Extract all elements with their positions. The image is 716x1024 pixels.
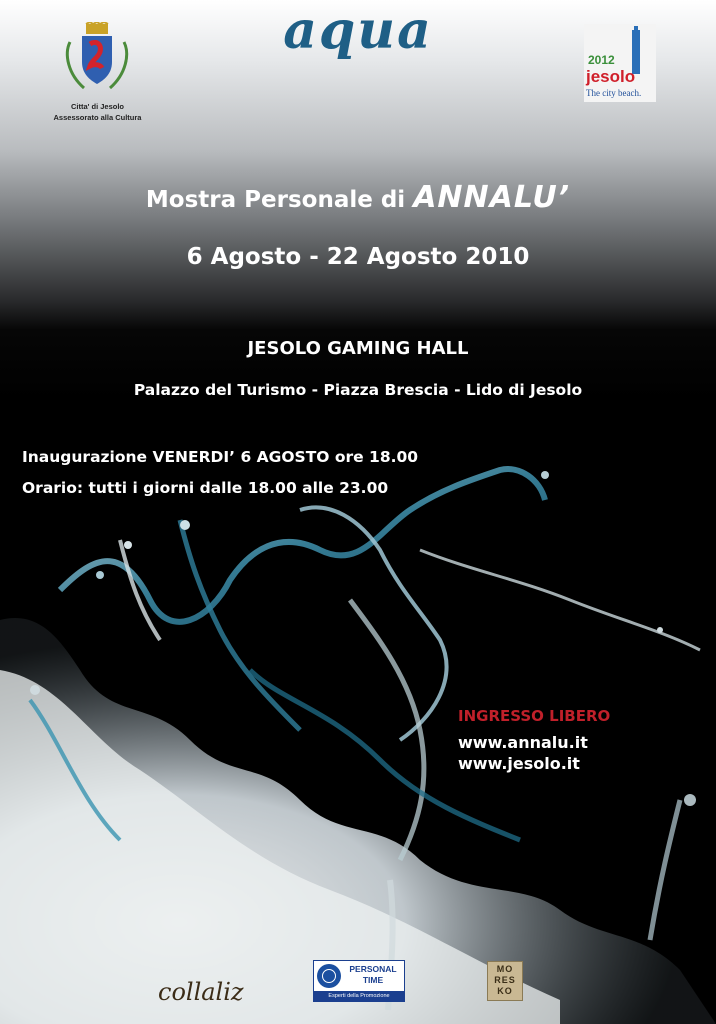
water-splash-image	[0, 440, 716, 1024]
moresko-line-3: KO	[497, 986, 513, 996]
exhibition-dates: 6 Agosto - 22 Agosto 2010	[186, 244, 530, 270]
personal-time-name	[344, 964, 402, 986]
subtitle-prefix: Mostra Personale di	[145, 187, 414, 213]
artist-name: ANNALU’	[413, 180, 571, 215]
personal-time-tagline: Esperti della Promozione	[314, 991, 404, 1001]
free-admission-label: INGRESSO LIBERO	[458, 707, 611, 725]
venue-address: Palazzo del Turismo - Piazza Brescia - Lido di Jesolo	[133, 381, 583, 399]
exhibition-subtitle	[0, 180, 716, 215]
globe-icon	[317, 964, 341, 988]
personal-time-line-1: PERSONAL	[349, 964, 397, 974]
venue-name: JESOLO GAMING HALL	[247, 338, 469, 359]
crest-line-2: Assessorato alla Cultura	[53, 113, 142, 122]
jesolo-city-beach-logo	[584, 24, 656, 102]
inauguration-info: Inaugurazione VENERDI’ 6 AGOSTO ore 18.00	[22, 448, 419, 466]
moresko-line-2: RES	[494, 975, 516, 985]
logo-year: 2012	[588, 53, 615, 67]
personal-time-line-2: TIME	[362, 975, 384, 985]
jesolo-crest-logo	[62, 22, 132, 96]
personal-time-logo	[313, 960, 405, 1002]
collaliz-logo: collaliz	[158, 978, 244, 1006]
website-link-jesolo[interactable]: www.jesolo.it	[458, 754, 580, 773]
logo-name: jesolo	[586, 67, 636, 86]
crest-line-1: Citta' di Jesolo	[70, 102, 125, 111]
crest-caption	[40, 101, 155, 123]
opening-hours: Orario: tutti i giorni dalle 18.00 alle 23.00	[22, 479, 389, 497]
logo-tagline: The city beach.	[586, 88, 642, 98]
exhibition-title: aqua	[283, 0, 433, 61]
website-link-annalu[interactable]: www.annalu.it	[458, 733, 588, 752]
moresko-logo	[487, 961, 523, 1001]
moresko-line-1: MO	[496, 964, 514, 974]
